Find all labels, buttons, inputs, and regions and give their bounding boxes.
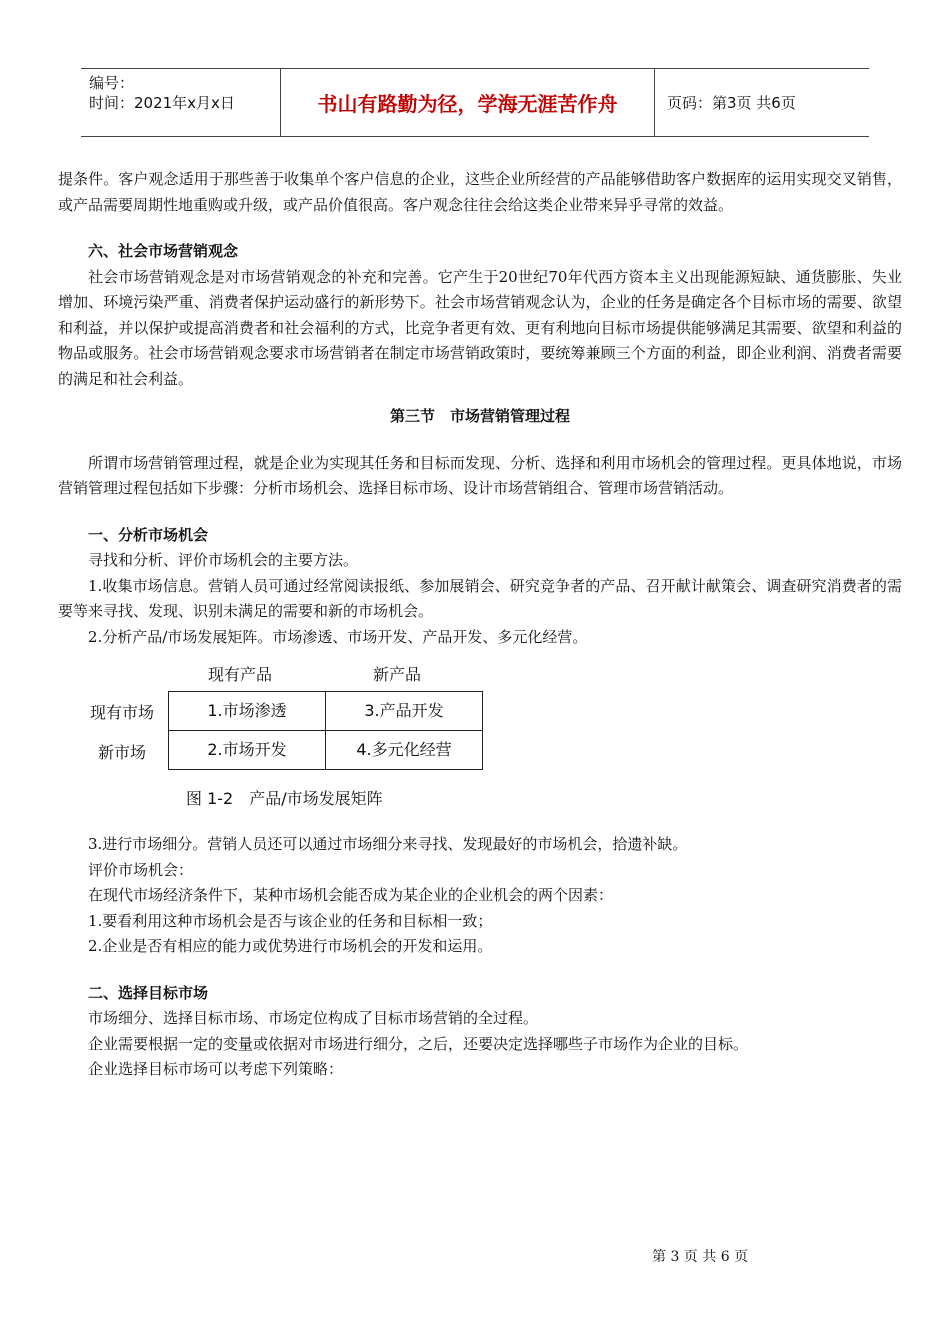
paragraph-factors: 在现代市场经济条件下，某种市场机会能否成为某企业的企业机会的两个因素： — [88, 886, 614, 904]
page-footer: 第 3 页 共 6 页 — [652, 1249, 749, 1265]
page-header — [81, 68, 869, 137]
paragraph-segmentation: 3.进行市场细分。营销人员还可以通过市场细分来寻找、发现最好的市场机会，拾遗补缺。 — [88, 835, 688, 853]
paragraph-strategies: 企业选择目标市场可以考虑下列策略： — [88, 1060, 344, 1078]
paragraph-social-marketing: 社会市场营销观念是对市场营销观念的补充和完善。它产生于20世纪70年代西方资本主义出现能源短缺、通货膨胀、失业增加、环境污染严重、消费者保护运动盛行的新形势下。社会市场营销观念认为，企业的任务是确定各个目标市场的需要、欲望和利益，并以保护或提高消费者和社会福利的方式，比竞争者更有效、更有利地向目标市场提供能够满足其需要、欲望和利益的物品或服务。社会市场营销观念要求市场营销者在制定市场营销政策时，要统筹兼顾三个方面的利益，即企业利润、消费者需要的满足和社会利益。 — [58, 267, 902, 388]
paragraph-intro: 提条件。客户观念适用于那些善于收集单个客户信息的企业，这些企业所经营的产品能够借助客户数据库的运用实现交叉销售，或产品需要周期性地重购或升级，或产品价值很高。客户观念往往会给这类企业带来异乎寻常的效益。 — [58, 170, 902, 214]
paragraph-factor-2: 2.企业是否有相应的能力或优势进行市场机会的开发和运用。 — [88, 937, 493, 955]
header-motto: 书山有路勤为径，学海无涯苦作舟 — [281, 69, 655, 136]
matrix-cell-product-development: 3.产品开发 — [326, 692, 483, 731]
matrix-cell-diversification: 4.多元化经营 — [326, 731, 483, 770]
matrix-col-existing-product: 现有产品 — [208, 665, 273, 684]
heading-social-marketing: 六、社会市场营销观念 — [88, 242, 239, 260]
figure-caption: 图 1-2 产品/市场发展矩阵 — [186, 789, 383, 808]
product-market-matrix-figure — [58, 662, 902, 832]
paragraph-factor-1: 1.要看利用这种市场机会是否与该企业的任务和目标相一致； — [88, 911, 493, 930]
matrix-cell-market-development: 2.市场开发 — [169, 731, 326, 770]
paragraph-methods: 寻找和分析、评价市场机会的主要方法。 — [88, 551, 359, 569]
paragraph-target-process: 市场细分、选择目标市场、市场定位构成了目标市场营销的全过程。 — [88, 1009, 539, 1027]
header-date: 时间：2021年x月x日 — [89, 94, 235, 112]
heading-target-market: 二、选择目标市场 — [88, 983, 209, 1002]
document-body — [58, 167, 902, 1083]
matrix-row-existing-market: 现有市场 — [90, 703, 155, 722]
matrix-col-new-product: 新产品 — [373, 665, 422, 684]
paragraph-process: 所谓市场营销管理过程，就是企业为实现其任务和目标而发现、分析、选择和利用市场机会的管理过程。更具体地说，市场营销管理过程包括如下步骤：分析市场机会、选择目标市场、设计市场营销组合、管理市场营销活动。 — [58, 453, 902, 497]
section-title: 第三节 市场营销管理过程 — [389, 407, 570, 425]
header-number: 编号： — [89, 74, 135, 92]
header-meta — [81, 69, 281, 136]
header-page-label: 页码：第3页 共6页 — [667, 94, 796, 112]
matrix-row-new-market: 新市场 — [98, 743, 147, 762]
paragraph-collect-info: 1.收集市场信息。营销人员可通过经常阅读报纸、参加展销会、研究竞争者的产品、召开献计献策会、调查研究消费者的需要等来寻找、发现、识别未满足的需要和新的市场机会。 — [58, 576, 902, 620]
paragraph-segmentation-variables: 企业需要根据一定的变量或依据对市场进行细分，之后，还要决定选择哪些子市场作为企业的目标。 — [88, 1034, 749, 1053]
paragraph-evaluate: 评价市场机会： — [88, 860, 194, 879]
matrix-table — [168, 691, 483, 770]
paragraph-matrix: 2.分析产品/市场发展矩阵。市场渗透、市场开发、产品开发、多元化经营。 — [88, 627, 588, 646]
matrix-cell-penetration: 1.市场渗透 — [169, 692, 326, 731]
heading-analyze-opportunities: 一、分析市场机会 — [88, 525, 209, 544]
